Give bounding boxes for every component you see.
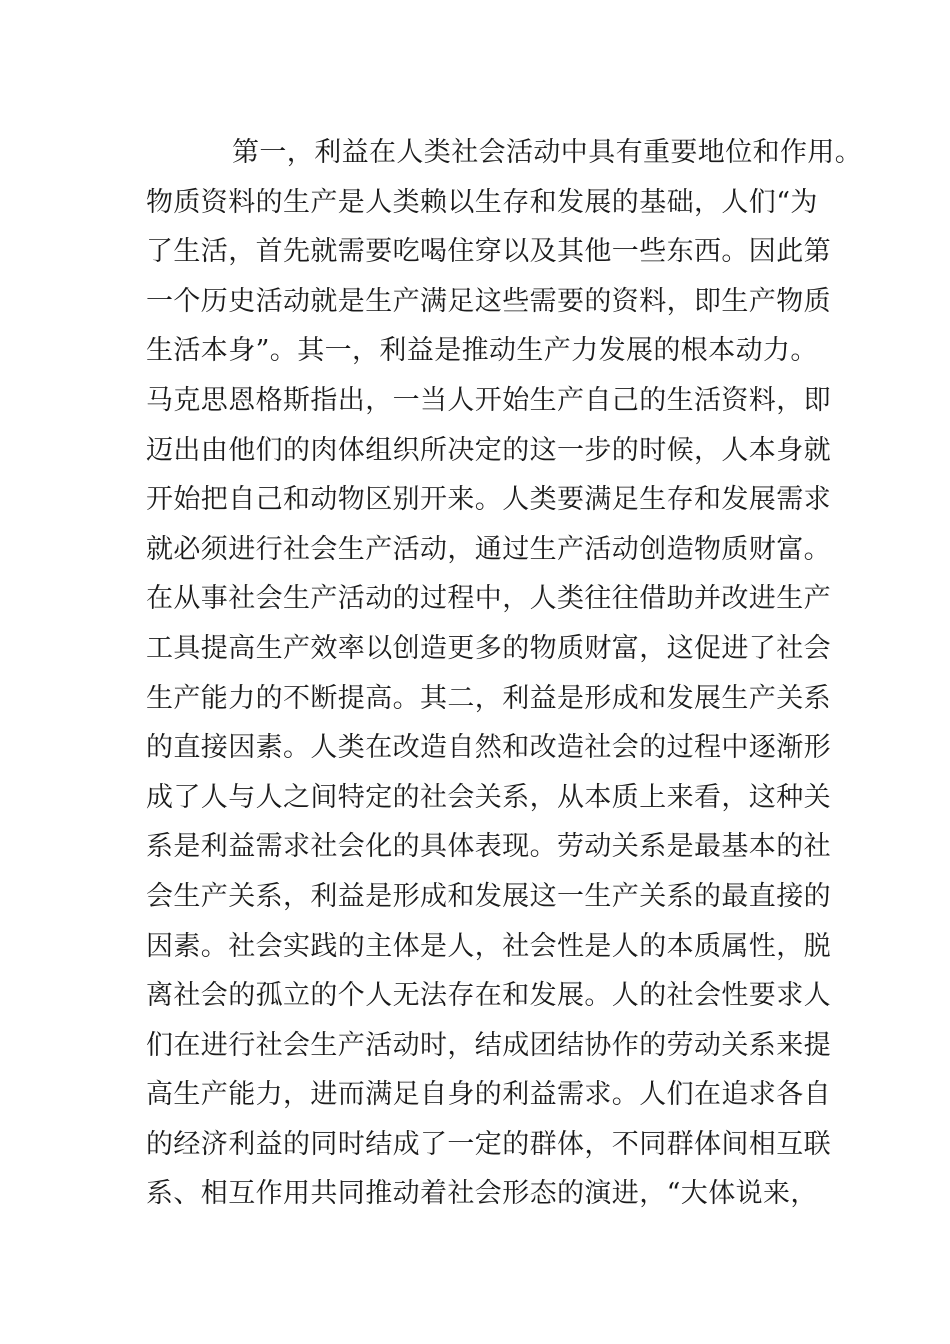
text-line: 系、相互作用共同推动着社会形态的演进，“大体说来， xyxy=(146,1178,818,1210)
text-line: 一个历史活动就是生产满足这些需要的资料，即生产物质 xyxy=(146,285,831,317)
text-line: 们在进行社会生产活动时，结成团结协作的劳动关系来提 xyxy=(146,1029,831,1061)
text-line: 迈出由他们的肉体组织所决定的这一步的时候，人本身就 xyxy=(146,434,831,466)
text-line: 马克思恩格斯指出，一当人开始生产自己的生活资料，即 xyxy=(146,384,831,416)
text-line: 在从事社会生产活动的过程中，人类往往借助并改进生产 xyxy=(146,583,831,615)
text-line: 的直接因素。人类在改造自然和改造社会的过程中逐渐形 xyxy=(146,732,831,764)
text-line: 就必须进行社会生产活动，通过生产活动创造物质财富。 xyxy=(146,533,831,565)
text-line: 高生产能力，进而满足自身的利益需求。人们在追求各自 xyxy=(146,1079,831,1111)
text-line: 系是利益需求社会化的具体表现。劳动关系是最基本的社 xyxy=(146,831,831,863)
text-line: 生活本身”。其一，利益是推动生产力发展的根本动力。 xyxy=(146,335,818,367)
text-line: 工具提高生产效率以创造更多的物质财富，这促进了社会 xyxy=(146,632,831,664)
text-line: 因素。社会实践的主体是人，社会性是人的本质属性，脱 xyxy=(146,930,831,962)
text-line: 生产能力的不断提高。其二，利益是形成和发展生产关系 xyxy=(146,682,831,714)
text-line: 的经济利益的同时结成了一定的群体，不同群体间相互联 xyxy=(146,1128,831,1160)
text-line: 会生产关系，利益是形成和发展这一生产关系的最直接的 xyxy=(146,880,831,912)
text-line: 离社会的孤立的个人无法存在和发展。人的社会性要求人 xyxy=(146,980,831,1012)
text-line: 开始把自己和动物区别开来。人类要满足生存和发展需求 xyxy=(146,484,831,516)
text-line: 第一，利益在人类社会活动中具有重要地位和作用。 xyxy=(232,137,863,168)
body-paragraph xyxy=(146,128,863,1219)
text-line: 成了人与人之间特定的社会关系，从本质上来看，这种关 xyxy=(146,781,831,813)
text-line: 了生活，首先就需要吃喝住穿以及其他一些东西。因此第 xyxy=(146,236,831,268)
text-line: 物质资料的生产是人类赖以生存和发展的基础，人们“为 xyxy=(146,186,818,218)
